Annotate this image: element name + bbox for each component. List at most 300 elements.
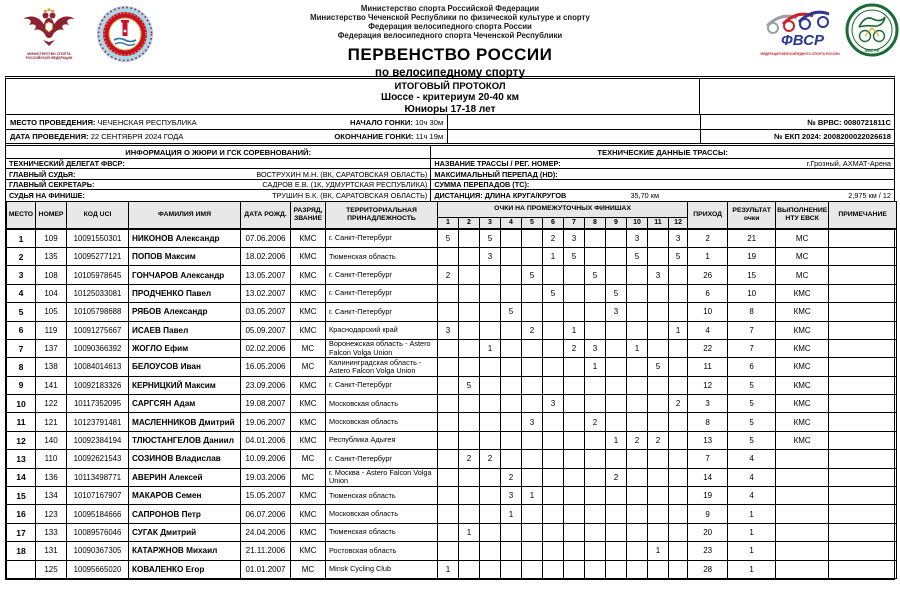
meta-row: [6, 115, 894, 129]
jury-section-title: ИНФОРМАЦИЯ О ЖЮРИ И ГСК СОРЕВНОВАНИЙ:: [6, 146, 430, 159]
cell-note: [829, 321, 897, 339]
cell-dob: 21.11.2006: [241, 542, 291, 560]
cell-sprint-points: [669, 487, 688, 505]
cell-uci: 10107167907: [67, 487, 129, 505]
double-eagle-icon: [21, 6, 77, 48]
cell-rank: КМС: [291, 505, 326, 523]
cell-ntu: [776, 542, 829, 560]
cell-result: 5: [728, 376, 776, 394]
col-header-sprint-8: 8: [585, 217, 606, 229]
table-row: [7, 395, 897, 413]
cell-sprint-points: [627, 395, 648, 413]
cell-result: 5: [728, 431, 776, 449]
col-header-sprint-9: 9: [606, 217, 627, 229]
cell-prihod: 9: [688, 505, 728, 523]
distance-row: ДИСТАНЦИЯ: ДЛИНА КРУГА/КРУГОВ 35,70 км 2,975 км / 12: [434, 190, 891, 200]
document-body: [5, 76, 895, 580]
document-header: [0, 0, 900, 79]
cell-sprint-points: 2: [459, 450, 480, 468]
cell-dob: 15.05.2007: [241, 487, 291, 505]
cell-sprint-points: [501, 266, 522, 284]
cell-place: 9: [7, 376, 36, 394]
cell-uci: 10095184666: [67, 505, 129, 523]
cell-place: 5: [7, 303, 36, 321]
cell-sprint-points: [501, 450, 522, 468]
fvsr-wordmark: ФВСР: [781, 32, 825, 48]
cell-sprint-points: 2: [627, 431, 648, 449]
col-header-rank: РАЗРЯД, ЗВАНИЕ: [291, 201, 326, 229]
cell-result: 7: [728, 339, 776, 357]
cell-sprint-points: [669, 523, 688, 541]
col-header-name: ФАМИЛИЯ ИМЯ: [129, 201, 241, 229]
cell-sprint-points: [627, 542, 648, 560]
cell-prihod: 13: [688, 431, 728, 449]
cell-sprint-points: [627, 321, 648, 339]
cell-sprint-points: [501, 321, 522, 339]
cell-rank: КМС: [291, 542, 326, 560]
cell-prihod: 22: [688, 339, 728, 357]
cell-sprint-points: [543, 560, 564, 578]
fvschr-emblem-icon: [845, 3, 899, 64]
cell-prihod: 6: [688, 284, 728, 302]
cell-prihod: 11: [688, 358, 728, 376]
cell-sprint-points: [522, 303, 543, 321]
cell-territory: г. Санкт-Петербург: [326, 229, 438, 247]
cell-ntu: [776, 560, 829, 578]
cell-uci: 10092183326: [67, 376, 129, 394]
cell-territory: г. Санкт-Петербург: [326, 376, 438, 394]
cell-sprint-points: [648, 229, 669, 247]
cell-ntu: КМС: [776, 339, 829, 357]
cell-sprint-points: [480, 303, 501, 321]
cell-sprint-points: [648, 321, 669, 339]
cell-sprint-points: [438, 487, 459, 505]
cell-sprint-points: [648, 247, 669, 265]
cell-result: 1: [728, 505, 776, 523]
table-row: [7, 284, 897, 302]
cell-ntu: МС: [776, 229, 829, 247]
meta-block: [6, 115, 894, 146]
cell-note: [829, 523, 897, 541]
cell-sprint-points: [480, 505, 501, 523]
cell-sprint-points: [627, 450, 648, 468]
cell-sprint-points: [648, 505, 669, 523]
cell-name: КОВАЛЕНКО Егор: [129, 560, 241, 578]
track-section-title: ТЕХНИЧЕСКИЕ ДАННЫЕ ТРАССЫ:: [431, 146, 894, 159]
cell-result: 21: [728, 229, 776, 247]
cell-uci: 10091550301: [67, 229, 129, 247]
col-header-place: МЕСТО: [7, 201, 36, 229]
cell-sprint-points: [648, 303, 669, 321]
cell-territory: Ростовская область: [326, 542, 438, 560]
jury-row: ГЛАВНЫЙ СУДЬЯ: ВОСТРУХИН М.Н. (ВК, САРАТОВСКАЯ ОБЛАСТЬ): [6, 169, 430, 179]
cell-sprint-points: [438, 247, 459, 265]
cell-sprint-points: [648, 376, 669, 394]
cell-sprint-points: [459, 487, 480, 505]
cell-name: СУГАК Дмитрий: [129, 523, 241, 541]
chechen-coat-of-arms-icon: [94, 4, 156, 64]
cell-sprint-points: [501, 247, 522, 265]
cell-ntu: КМС: [776, 395, 829, 413]
cell-sprint-points: [669, 560, 688, 578]
cell-territory: Московская область: [326, 505, 438, 523]
cell-sprint-points: [585, 487, 606, 505]
cell-rank: КМС: [291, 247, 326, 265]
cell-result: 19: [728, 247, 776, 265]
cell-sprint-points: [543, 487, 564, 505]
cell-sprint-points: 3: [606, 303, 627, 321]
cell-sprint-points: 3: [438, 321, 459, 339]
cell-sprint-points: [522, 395, 543, 413]
cell-sprint-points: [459, 303, 480, 321]
col-header-result: РЕЗУЛЬТАТ очки: [728, 201, 776, 229]
cell-sprint-points: [585, 284, 606, 302]
cell-sprint-points: [627, 505, 648, 523]
cell-result: 4: [728, 468, 776, 486]
col-header-sprint-3: 3: [480, 217, 501, 229]
cell-number: 133: [36, 523, 67, 541]
cell-sprint-points: [585, 303, 606, 321]
cell-name: МАКАРОВ Семен: [129, 487, 241, 505]
cell-prihod: 26: [688, 266, 728, 284]
protocol-title: ИТОГОВЫЙ ПРОТОКОЛ: [394, 81, 506, 92]
cell-ntu: КМС: [776, 321, 829, 339]
cell-result: 10: [728, 284, 776, 302]
track-row: СУММА ПЕРЕПАДОВ (ТС):: [431, 180, 894, 190]
age-category: Юниоры 17-18 лет: [404, 103, 496, 115]
track-section: [431, 146, 894, 201]
cell-prihod: 28: [688, 560, 728, 578]
cell-sprint-points: [480, 560, 501, 578]
col-header-territory: ТЕРРИТОРИАЛЬНАЯ ПРИНАДЛЕЖНОСТЬ: [326, 201, 438, 229]
event-date: ДАТА ПРОВЕДЕНИЯ: 22 СЕНТЯБРЯ 2024 ГОДА: [10, 132, 184, 141]
cell-rank: МС: [291, 358, 326, 376]
col-header-sprint-1: 1: [438, 217, 459, 229]
cell-note: [829, 284, 897, 302]
table-row: [7, 321, 897, 339]
ministry-caption: МИНИСТЕРСТВО СПОРТА РОССИЙСКОЙ ФЕДЕРАЦИИ: [25, 52, 73, 60]
cell-rank: МС: [291, 450, 326, 468]
cell-sprint-points: 3: [627, 229, 648, 247]
cell-uci: 10089576046: [67, 523, 129, 541]
cell-number: 105: [36, 303, 67, 321]
cell-sprint-points: [627, 303, 648, 321]
cell-prihod: 3: [688, 395, 728, 413]
cell-dob: 02.02.2006: [241, 339, 291, 357]
cell-sprint-points: [585, 468, 606, 486]
cell-sprint-points: [648, 468, 669, 486]
cell-name: САРГСЯН Адам: [129, 395, 241, 413]
cell-result: 7: [728, 321, 776, 339]
cell-sprint-points: 1: [438, 560, 459, 578]
cell-note: [829, 560, 897, 578]
cell-note: [829, 542, 897, 560]
cell-number: 137: [36, 339, 67, 357]
cell-number: 119: [36, 321, 67, 339]
cell-note: [829, 339, 897, 357]
cell-rank: КМС: [291, 303, 326, 321]
cell-sprint-points: [522, 468, 543, 486]
cell-sprint-points: 5: [585, 266, 606, 284]
cell-sprint-points: [459, 247, 480, 265]
cell-dob: 19.03.2006: [241, 468, 291, 486]
cell-uci: 10125033081: [67, 284, 129, 302]
cell-sprint-points: [459, 505, 480, 523]
cell-name: ПРОДЧЕНКО Павел: [129, 284, 241, 302]
cell-sprint-points: [669, 450, 688, 468]
cell-prihod: 2: [688, 229, 728, 247]
cell-sprint-points: [627, 487, 648, 505]
cell-place: 1: [7, 229, 36, 247]
cell-prihod: 20: [688, 523, 728, 541]
cell-sprint-points: [564, 523, 585, 541]
cell-sprint-points: [543, 321, 564, 339]
cell-sprint-points: [543, 523, 564, 541]
cell-sprint-points: [501, 523, 522, 541]
cell-result: 5: [728, 395, 776, 413]
cell-number: 122: [36, 395, 67, 413]
table-row: [7, 303, 897, 321]
cell-sprint-points: [480, 284, 501, 302]
event-subtitle: по велосипедному спорту: [375, 67, 525, 79]
cell-sprint-points: [543, 376, 564, 394]
cell-place: [7, 560, 36, 578]
cell-place: 6: [7, 321, 36, 339]
cell-sprint-points: 2: [606, 468, 627, 486]
cell-sprint-points: [627, 284, 648, 302]
cell-rank: КМС: [291, 523, 326, 541]
cell-sprint-points: [480, 358, 501, 376]
cell-sprint-points: 1: [606, 431, 627, 449]
cell-sprint-points: [480, 376, 501, 394]
cell-sprint-points: [564, 376, 585, 394]
cell-prihod: 23: [688, 542, 728, 560]
cell-sprint-points: [438, 523, 459, 541]
cell-sprint-points: 2: [501, 468, 522, 486]
cell-sprint-points: [522, 247, 543, 265]
col-header-sprint-11: 11: [648, 217, 669, 229]
cell-rank: КМС: [291, 229, 326, 247]
cell-sprint-points: [522, 523, 543, 541]
cell-sprint-points: [459, 468, 480, 486]
cell-sprint-points: [606, 450, 627, 468]
cell-sprint-points: [585, 431, 606, 449]
cell-territory: Тюменская область: [326, 523, 438, 541]
cell-sprint-points: [459, 413, 480, 431]
cell-sprint-points: 1: [543, 247, 564, 265]
cell-sprint-points: [564, 560, 585, 578]
cell-place: 11: [7, 413, 36, 431]
cell-sprint-points: [669, 413, 688, 431]
cell-ntu: КМС: [776, 413, 829, 431]
cell-territory: Калининградская область - Astero Falcon Volga Union: [326, 358, 438, 376]
cell-sprint-points: [564, 450, 585, 468]
cell-name: САПРОНОВ Петр: [129, 505, 241, 523]
cell-rank: МС: [291, 560, 326, 578]
cell-ntu: [776, 523, 829, 541]
table-row: [7, 487, 897, 505]
cell-sprint-points: [585, 450, 606, 468]
cell-name: КЕРНИЦКИЙ Максим: [129, 376, 241, 394]
cell-rank: МС: [291, 339, 326, 357]
cell-sprint-points: [564, 284, 585, 302]
cell-sprint-points: [501, 339, 522, 357]
cell-sprint-points: 2: [648, 431, 669, 449]
cell-sprint-points: [459, 266, 480, 284]
cell-sprint-points: 5: [564, 247, 585, 265]
table-row: [7, 376, 897, 394]
cell-territory: г. Москва - Astero Falcon Volga Union: [326, 468, 438, 486]
cell-name: СОЗИНОВ Владислав: [129, 450, 241, 468]
green-federation-emblem-icon: [845, 3, 899, 59]
cell-sprint-points: [459, 339, 480, 357]
table-row: [7, 560, 897, 578]
organizer-line: Министерство спорта Российской Федерации: [360, 4, 540, 13]
cell-territory: Minsk Cycling Club: [326, 560, 438, 578]
venue: МЕСТО ПРОВЕДЕНИЯ: ЧЕЧЕНСКАЯ РЕСПУБЛИКА: [10, 117, 197, 127]
cell-sprint-points: [564, 358, 585, 376]
cell-sprint-points: [543, 266, 564, 284]
cell-dob: 04.01.2006: [241, 431, 291, 449]
fvsr-logo-icon: [760, 4, 840, 57]
cell-sprint-points: [459, 229, 480, 247]
cell-dob: 07.06.2006: [241, 229, 291, 247]
cell-sprint-points: [606, 266, 627, 284]
cell-number: 138: [36, 358, 67, 376]
cell-sprint-points: [522, 339, 543, 357]
cell-rank: КМС: [291, 321, 326, 339]
cell-number: 121: [36, 413, 67, 431]
cell-uci: 10113498771: [67, 468, 129, 486]
cell-ntu: [776, 468, 829, 486]
cell-sprint-points: [669, 266, 688, 284]
cell-sprint-points: 1: [564, 321, 585, 339]
col-header-sprint-4: 4: [501, 217, 522, 229]
cell-name: АВЕРИН Алексей: [129, 468, 241, 486]
col-header-sprint-12: 12: [669, 217, 688, 229]
cell-ntu: КМС: [776, 284, 829, 302]
cell-sprint-points: [606, 523, 627, 541]
cell-dob: 24.04.2006: [241, 523, 291, 541]
cell-place: 17: [7, 523, 36, 541]
cell-sprint-points: [438, 431, 459, 449]
cell-sprint-points: [438, 395, 459, 413]
cell-sprint-points: [501, 395, 522, 413]
cell-place: 2: [7, 247, 36, 265]
cell-sprint-points: [648, 339, 669, 357]
cell-result: 8: [728, 303, 776, 321]
cell-sprint-points: 1: [648, 542, 669, 560]
table-row: [7, 505, 897, 523]
cell-sprint-points: [606, 321, 627, 339]
cell-sprint-points: [480, 395, 501, 413]
cell-sprint-points: 1: [627, 339, 648, 357]
cell-sprint-points: [543, 431, 564, 449]
cell-territory: Краснодарский край: [326, 321, 438, 339]
table-row: [7, 523, 897, 541]
cell-territory: Московская область: [326, 413, 438, 431]
col-header-sprint-2: 2: [459, 217, 480, 229]
cell-sprint-points: [648, 284, 669, 302]
cell-number: 136: [36, 468, 67, 486]
cell-name: КАТАРЖНОВ Михаил: [129, 542, 241, 560]
cell-dob: 01.01.2007: [241, 560, 291, 578]
cell-sprint-points: [606, 376, 627, 394]
cell-uci: 10090366392: [67, 339, 129, 357]
cell-sprint-points: 2: [564, 339, 585, 357]
cell-sprint-points: [606, 413, 627, 431]
cell-sprint-points: 2: [543, 229, 564, 247]
cell-number: 104: [36, 284, 67, 302]
cell-sprint-points: [585, 505, 606, 523]
col-header-sprint-6: 6: [543, 217, 564, 229]
cell-sprint-points: 3: [501, 487, 522, 505]
cell-sprint-points: [501, 413, 522, 431]
cell-sprint-points: [459, 542, 480, 560]
cell-sprint-points: [543, 358, 564, 376]
track-row: НАЗВАНИЕ ТРАССЫ / РЕГ. НОМЕР: г.Грозный, АХМАТ-Арена: [431, 159, 894, 169]
cell-sprint-points: [606, 247, 627, 265]
ministry-sport-emblem-icon: [20, 6, 78, 61]
col-header-number: НОМЕР: [36, 201, 67, 229]
distance-total: 35,70 км: [630, 190, 659, 200]
jury-row: СУДЬЯ НА ФИНИШЕ: ТРУШИН Б.К. (ВК, САРАТОВСКАЯ ОБЛАСТЬ): [9, 190, 428, 200]
col-header-ntu: ВЫПОЛНЕНИЕ НТУ ЕВСК: [776, 201, 829, 229]
cell-sprint-points: [627, 413, 648, 431]
cell-sprint-points: [585, 229, 606, 247]
cell-sprint-points: 5: [606, 284, 627, 302]
cell-sprint-points: [669, 468, 688, 486]
ekp-number: № ЕКП 2024: 2008200022026618: [700, 130, 894, 143]
organizer-line: Министерство Чеченской Республики по физической культуре и спорту: [310, 13, 590, 22]
cell-sprint-points: 2: [669, 395, 688, 413]
cell-result: 15: [728, 266, 776, 284]
cell-sprint-points: 5: [669, 247, 688, 265]
cell-number: 135: [36, 247, 67, 265]
cell-rank: КМС: [291, 376, 326, 394]
cell-sprint-points: [543, 413, 564, 431]
cell-note: [829, 487, 897, 505]
cell-sprint-points: [438, 358, 459, 376]
cell-sprint-points: [627, 523, 648, 541]
cell-sprint-points: [438, 339, 459, 357]
cell-prihod: 4: [688, 321, 728, 339]
cell-sprint-points: [669, 431, 688, 449]
cell-sprint-points: [648, 450, 669, 468]
empty-right-box: [699, 79, 894, 114]
cell-sprint-points: [606, 487, 627, 505]
cell-territory: Воронежская область - Astero Falcon Volga Union: [326, 339, 438, 357]
cell-sprint-points: [459, 284, 480, 302]
cell-uci: 10095665020: [67, 560, 129, 578]
cell-uci: 10105798688: [67, 303, 129, 321]
cell-number: 109: [36, 229, 67, 247]
cell-prihod: 12: [688, 376, 728, 394]
cell-territory: г. Санкт-Петербург: [326, 266, 438, 284]
cell-sprint-points: [459, 358, 480, 376]
cell-sprint-points: [648, 523, 669, 541]
cell-sprint-points: [564, 395, 585, 413]
cell-note: [829, 376, 897, 394]
cell-sprint-points: 3: [480, 247, 501, 265]
jury-section: [6, 146, 431, 201]
table-row: [7, 413, 897, 431]
cell-sprint-points: [438, 376, 459, 394]
cell-territory: г. Санкт-Петербург: [326, 284, 438, 302]
cell-name: ИСАЕВ Павел: [129, 321, 241, 339]
cell-sprint-points: [522, 431, 543, 449]
cell-dob: 13.05.2007: [241, 266, 291, 284]
